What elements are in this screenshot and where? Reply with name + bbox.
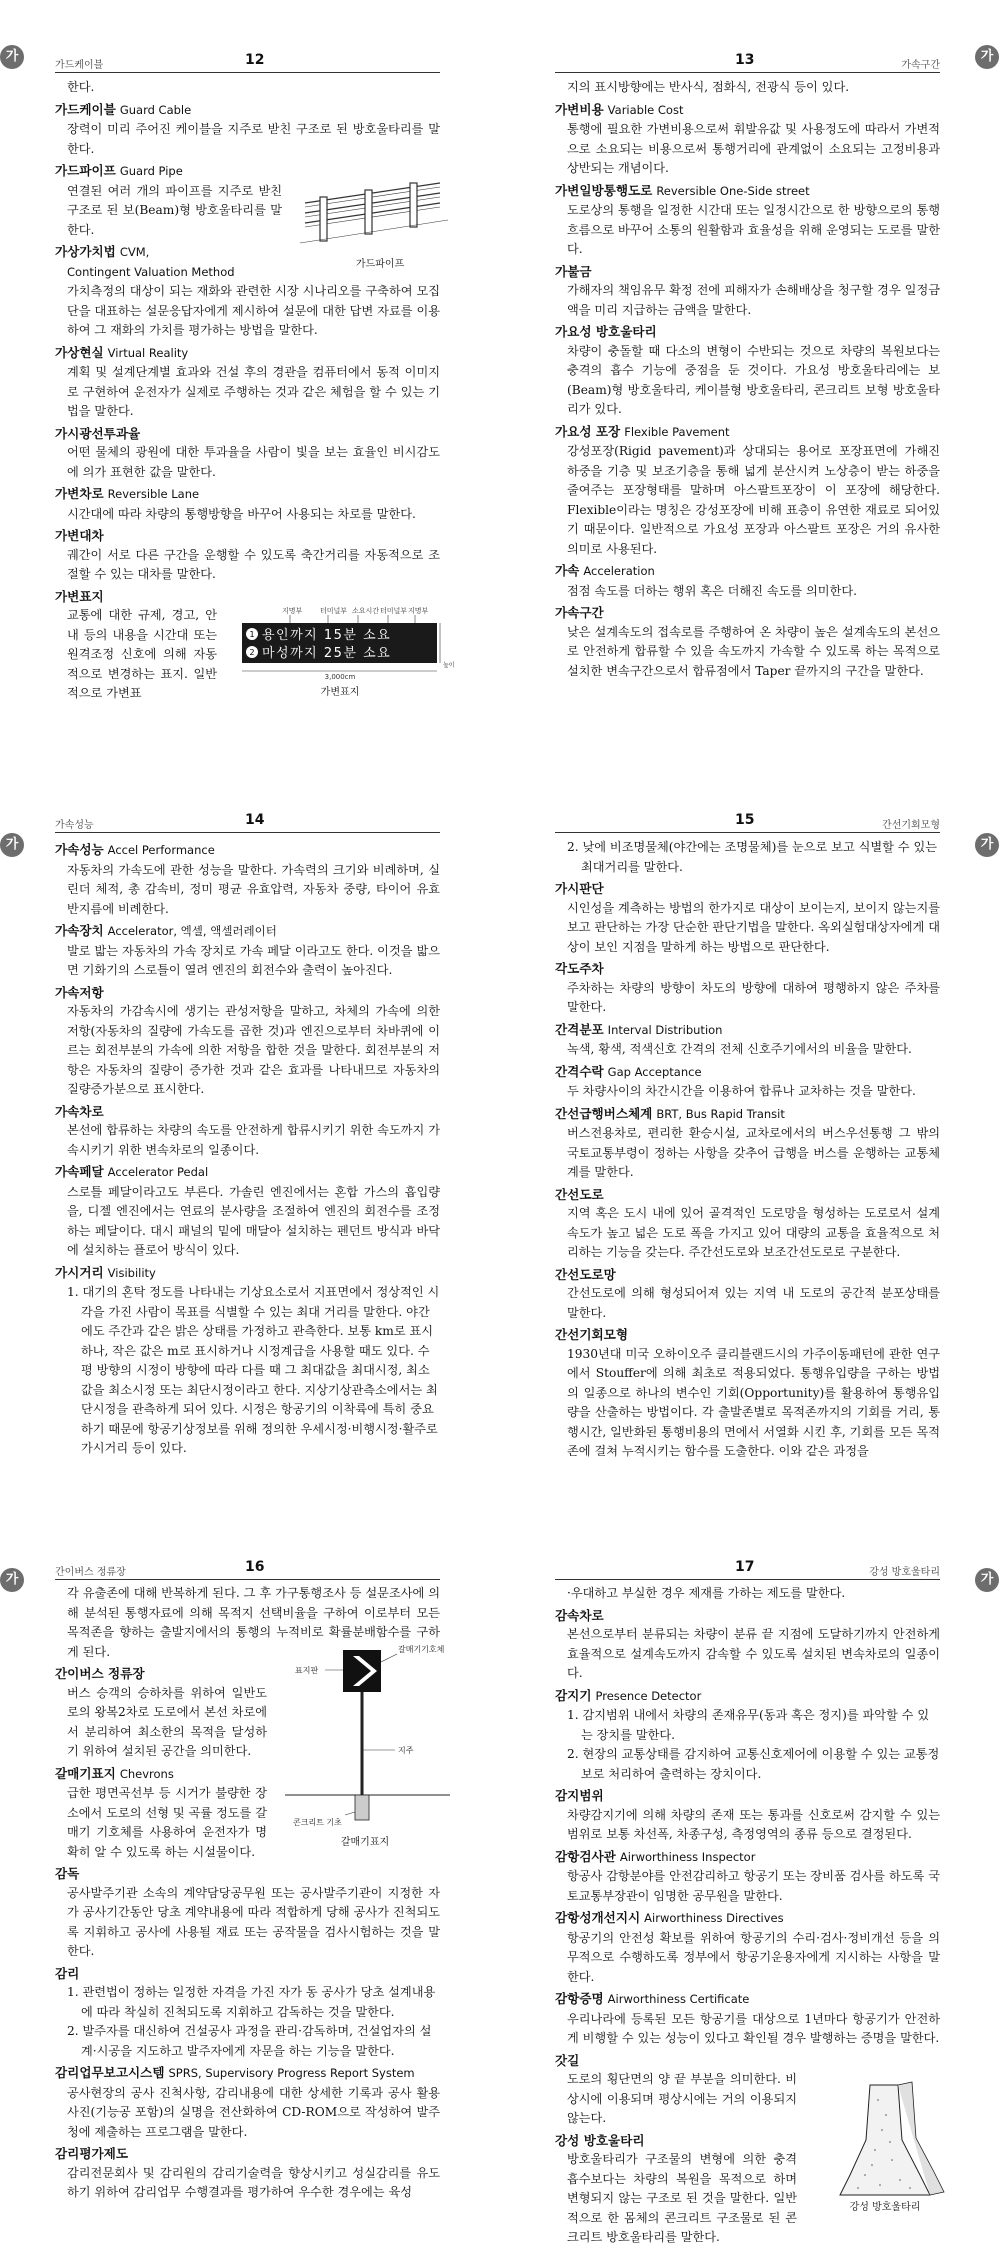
page-12 [0,0,500,740]
entry-definition: 궤간이 서로 다른 구간을 운행할 수 있도록 축간거리를 자동적으로 조절할 수 있는 대차를 말한다. [67,547,440,581]
page-15 [500,740,1000,1480]
list-item: 1. 관련법이 정하는 일정한 자격을 가진 자가 동 공사가 당초 설계내용에 따라 착실히 진척되도록 지휘하고 감독하는 것을 말한다. [67,1985,436,2019]
entry-definition: 주차하는 차량의 방향이 차도의 방향에 대하여 평행하지 않은 주차를 말한다. [567,980,940,1014]
entry-definition: 항공사 감항분야를 안전감리하고 항공기 또는 장비품 검사를 하도록 국토교통부장관이 임명한 공무원을 말한다. [567,1869,940,1903]
page-header [555,1557,940,1580]
list-item: 1. 감지범위 내에서 차량의 존재유무(동과 혹은 정지)를 파악할 수 있는 장치를 말한다. [567,1708,930,1742]
entry-term: 가속저항 [55,984,104,1000]
figure-caption: 가드파이프 [355,259,405,270]
entry-definition: 자동차의 가속도에 관한 성능을 말한다. 가속력의 크기와 비례하며, 실린더 체적, 총 감속비, 정미 평균 유효압력, 자동차 중량, 타이어 유효 반지름에 비례한다. [67,862,440,916]
list-item: 1. 대기의 혼탁 정도를 나타내는 기상요소로서 지표면에서 정상적인 시각을 가진 사람이 목표를 식별할 수 있는 최대 거리를 말한다. 야간에도 주간과 같은 밝은 상태를 가정하고 관측한다. 보통 km로 표시하나, 작은 값은 m로 표시하거나 시정계급을 사용할 때도 있다. 수평 방향의 시정이 방향에 따라 다를 때 그 최대값을 최대시정, 최소값을 최소시정 또는 최단시정이라고 한다. 지상기상관측소에서는 최단시정을 관측하게 되어 있다. 시정은 항공기의 이착륙에 특히 중요하기 때문에 항공기상정보를 위해 정의한 우세시정·비행시정·활주로 가시거리 등이 있다. [67,1285,440,1455]
entry-term: 가속차로 [55,1103,104,1119]
entry-term: 감항성개선지시 Airworthiness Directives [555,1910,784,1925]
entry-term: 가요성 포장 Flexible Pavement [555,423,730,439]
entry-term: 감속차로 [555,1607,604,1623]
svg-text:표지판: 표지판 [295,1666,319,1675]
entry-definition: 가해자의 책임유무 확정 전에 피해자가 손해배상을 청구할 경우 일정금액을 미리 지급하는 금액을 말한다. [567,283,940,317]
svg-text:지명부: 지명부 [282,607,303,615]
entry-term: 감지범위 [555,1788,604,1803]
entry-term: 감리평가제도 [55,2146,128,2161]
list-item: 2. 현장의 교통상태를 감지하여 교통신호제어에 이용할 수 있는 교통정보로 처리하여 출력하는 장치이다. [567,1747,940,1781]
page-number: 17 [735,1559,755,1575]
entry-term: 감리 [55,1965,80,1981]
running-title: 간이버스 정류장 [55,1567,126,1578]
index-tab: 가 [975,833,999,857]
entry-definition: 녹색, 황색, 적색신호 간격의 전체 신호주기에서의 비율을 말한다. [567,1042,912,1056]
entry-definition: 도로상의 통행을 일정한 시간대 또는 일정시간으로 한 방향으로의 통행흐름으로 바꾸어 소통의 원활함과 효율성을 위해 운영되는 도로를 말한다. [567,203,940,256]
running-title: 가속성능 [55,820,94,831]
entry-definition: 우리나라에 등록된 모든 항공기를 대상으로 1년마다 항공기가 안전하게 비행할 수 있는 성능이 있다고 확인될 경우 발행하는 증명을 말한다. [567,2011,940,2045]
index-tab: 가 [0,1568,24,1592]
entry-term: 가변차로 Reversible Lane [55,486,200,501]
numbered-list [555,838,940,877]
entry-term: 감지기 Presence Detector [555,1687,702,1703]
entry-term: 가드파이프 Guard Pipe [55,163,183,178]
svg-text:터미널부: 터미널부 [380,607,408,615]
entry-term: 간선기회모형 [555,1327,628,1342]
entry-term: 감항검사관 Airworthiness Inspector [555,1848,756,1864]
continued-text: 지의 표시방향에는 반사식, 점화식, 전광식 등이 있다. [567,80,850,94]
page-header [555,810,940,833]
chevron-sign-figure [285,1640,450,1855]
entry-definition: 점점 속도를 더하는 행위 혹은 더해진 속도를 의미한다. [567,583,858,598]
continued-text: 각 유출존에 대해 반복하게 된다. 그 후 가구통행조사 등 설문조사에 의해 분석된 통행자료에 의해 목적지 선택비율을 구하여 이로부터 모든 목적존을 향하는 출발지에서의 통행의 누적비로 확률분배함수를 구하게 된다. [67,1586,440,1659]
svg-text:지주: 지주 [398,1746,414,1755]
entry-definition: 공사현장의 공사 진척사항, 감리내용에 대한 상세한 기록과 공사 활용사진(기능공 포함)의 실명을 전산화하여 CD-ROM으로 작성하여 발주청에 제출하는 프로그램을 말한다. [67,2085,440,2139]
entry-definition: 간선도로에 의해 형성되어져 있는 지역 내 도로의 공간적 분포상태를 말한다. [567,1286,940,1320]
entry-definition: 본선으로부터 분류되는 차량이 분류 끝 지점에 도달하기까지 안전하게 효율적으로 설계속도까지 감속할 수 있도록 설치된 변속차로의 일종이다. [567,1627,940,1680]
entry-term: 가변비용 Variable Cost [555,101,684,117]
chevron-sign-drawing [285,1640,450,1840]
index-tab: 가 [0,45,24,69]
guard-pipe-figure [300,175,450,270]
index-tab: 가 [975,45,999,69]
entry-definition: 자동차의 가감속시에 생기는 관성저항을 말하고, 차체의 가속에 의한 저항(자동차의 질량에 가속도를 곱한 것)과 엔진으로부터 차바퀴에 이르는 회전부분의 가속에 의한 저항을 합한 것을 말한다. 회전부분의 저항은 자동차의 질량이 증가한 것과 같은 효과를 나타내므로 자동차의 질량증가분으로 표시한다. [67,1004,440,1096]
entry-definition: 낮은 설계속도의 접속로를 주행하여 온 차량이 높은 설계속도의 본선으로 안전하게 합류할 수 있을 속도까지 가속할 수 있도록 하는 목적으로 설치한 변속구간으로서 합류점에서 Taper 끝까지의 구간을 말한다. [567,624,940,678]
page-number: 16 [245,1559,265,1575]
page-header [55,810,440,833]
entry-term: 간선도로망 [555,1266,616,1282]
entry-term: 가속 Acceleration [555,563,655,578]
svg-text:소요시간: 소요시간 [352,607,380,615]
entry-term: 가시광선투과율 [55,425,141,441]
page-number: 15 [735,812,755,828]
entry-term: 가변일방통행도로 Reversible One-Side street [555,182,810,198]
entry-definition: 발로 밟는 자동차의 가속 장치로 가속 페달 이라고도 한다. 이것을 밟으면 기화기의 스로틀이 열려 엔진의 회전수와 출력이 높아진다. [67,943,440,977]
page-header [55,50,440,73]
page-13 [500,0,1000,740]
numbered-list [55,1983,440,2061]
guard-pipe-drawing [300,175,450,265]
svg-text:콘크리트 기초: 콘크리트 기초 [293,1818,342,1827]
entry-term: 가시판단 [555,881,604,896]
variable-sign-figure [240,605,455,698]
page-body [55,838,440,1459]
entry-definition: 연결된 여러 개의 파이프를 지주로 받친 구조로 된 보(Beam)형 방호울타리를 말한다. [67,183,282,237]
entry-definition: 두 차량사이의 차간시간을 이용하여 합류나 교차하는 것을 말한다. [567,1084,916,1098]
entry-term: 강성 방호울타리 [555,2132,645,2148]
entry-term: 간이버스 정류장 [55,1666,145,1681]
page-body [555,838,940,1462]
page-number: 14 [245,812,265,828]
svg-text:2: 2 [249,648,255,657]
entry-definition: 시인성을 계측하는 방법의 한가지로 대상이 보이는지, 보이지 않는지를 보고 판단하는 가장 단순한 판단기법을 말한다. 옥외실험대상자에게 대상이 보인 지점을 말하게 하는 방법으로 판단한다. [567,900,940,954]
entry-definition: 가치측정의 대상이 되는 재화와 관련한 시장 시나리오를 구축하여 모집단을 대표하는 설문응답자에게 제시하여 설문에 대한 답변 자료를 이용하여 그 재화의 가치를 평가하는 방법을 말한다. [67,284,440,337]
entry-definition: 교통에 대한 규제, 경고, 안내 등의 내용을 시간대 또는 원격조정 신호에 의해 자동적으로 변경하는 표지. 일반적으로 가변표 [67,608,217,700]
entry-definition: 차량이 충돌할 때 다소의 변형이 수반되는 것으로 차량의 복원보다는 충격의 흡수 기능에 중점을 둔 것이다. 가요성 방호울타리에는 보(Beam)형 방호울타리, 케이블형 방호울타리, 콘크리트 보형 방호울타리가 있다. [567,343,940,416]
entry-definition: 스로틀 페달이라고도 부른다. 가솔린 엔진에서는 혼합 가스의 흡입량을, 디젤 엔진에서는 연료의 분사량을 조절하여 엔진의 회전수를 조정하는 페달이다. 대시 패널의 밑에 매달아 설치하는 펜던트 방식과 바닥에 설치하는 플로어 방식이 있다. [67,1184,440,1257]
entry-definition: 버스 승객의 승하차를 위하여 일반도로의 왕복2차로 도로에서 본선 차로에서 분리하여 최소한의 목적을 달성하기 위하여 설치된 공간을 의미한다. [67,1685,267,1758]
entry-term: 가시거리 Visibility [55,1264,156,1280]
list-item: 2. 발주자를 대신하여 건설공사 과정을 관리·감독하며, 건설업자의 설계·시공을 지도하고 발주자에게 자문을 하는 기능을 말한다. [67,2024,432,2058]
svg-text:마성까지 25분 소요: 마성까지 25분 소요 [262,646,392,661]
svg-text:높이: 높이 [443,662,455,669]
entry-term: 감항증명 Airworthiness Certificate [555,1991,750,2006]
entry-term: 각도주차 [555,961,604,976]
entry-term: 가변대차 [55,528,104,543]
entry-definition: 어떤 물체의 광원에 대한 투과율을 사람이 빛을 보는 효율인 비시감도에 의가 표현한 값을 말한다. [67,445,440,479]
index-tab: 가 [975,1568,999,1592]
svg-text:용인까지 15분 소요: 용인까지 15분 소요 [262,628,392,643]
continued-text: 한다. [67,80,95,94]
entry-definition: 급한 평면곡선부 등 시거가 불량한 장소에서 도로의 선형 및 곡률 정도를 갈매기 기호체를 사용하여 운전자가 명확히 알 수 있도록 하는 시설물이다. [67,1786,267,1859]
entry-definition: 공사발주기관 소속의 계약담당공무원 또는 공사발주기관이 지정한 자가 공사기간동안 당초 계약내용에 따라 적합하게 당해 공사가 진척되도록 지휘하고 공사에 사용될 재료 또는 공작물을 검사시험하는 것을 말한다. [67,1885,440,1958]
page-header [55,1557,440,1580]
running-title: 간선기회모형 [882,820,940,831]
figure-caption: 가변표지 [320,687,360,698]
running-title: 가속구간 [901,60,940,71]
concrete-barrier-figure [820,2080,950,2215]
entry-term: 가속페달 Accelerator Pedal [55,1164,209,1179]
page-body [555,78,940,681]
entry-definition: 본선에 합류하는 차량의 속도를 안전하게 합류시키기 위한 속도까지 가속시키기 위한 변속차로의 일종이다. [67,1123,440,1157]
entry-definition: 1930년대 미국 오하이오주 클리블랜드시의 가주이동패턴에 관한 연구에서 Stouffer에 의해 최초로 적용되었다. 통행유입량을 구하는 방법의 일종으로 하나의 변수인 기회(Opportunity)를 활용하여 통행유입량을 산출하는 방법이다. 각 출발존별로 목적존까지의 기회를 거리, 통행시간, 일반화된 통행비용의 면에서 서열화 시킨 후, 기회를 모든 목적존에 걸쳐 누적시키는 함수를 도출한다. 이와 같은 과정을 [567,1346,940,1458]
entry-term: 감독 [55,1866,80,1881]
entry-term: 갓길 [555,2052,580,2068]
running-title: 강성 방호울타리 [869,1567,940,1578]
numbered-list [555,1706,940,1784]
entry-term: 가속장치 Accelerator, 엑셀, 액셀러레이터 [55,923,277,938]
entry-definition: 항공기의 안전성 확보를 위하여 항공기의 수리·검사·정비개선 등을 의무적으로 수행하도록 정부에서 항공기운용자에게 지시하는 사항을 말한다. [567,1930,940,1984]
entry-term: 간선급행버스체계 BRT, Bus Rapid Transit [555,1105,785,1121]
index-tab: 가 [0,833,24,857]
entry-term: 간선도로 [555,1186,604,1202]
entry-definition: 지역 혹은 도시 내에 있어 골격적인 도로망을 형성하는 도로로서 설계속도가 높고 넓은 도로 폭을 가지고 있어 대량의 교통을 효율적으로 처리하는 기능을 갖는다. 주간선도로와 보조간선도로로 구분한다. [567,1206,940,1259]
page-header [555,50,940,73]
entry-definition: 버스전용차로, 편리한 환승시설, 교차로에서의 버스우선통행 그 밖의 국토교통부령이 정하는 사항을 갖추어 급행을 버스를 운행하는 교통체계를 말한다. [567,1126,940,1179]
entry-definition: 차량감지기에 의해 차량의 존재 또는 통과를 신호로써 감지할 수 있는 범위로 보통 차선폭, 차종구성, 측정영역의 종류 등으로 결정된다. [567,1807,940,1841]
page-number: 13 [735,52,755,68]
entry-term: 가불금 [555,263,592,279]
page-number: 12 [245,52,265,68]
variable-sign-drawing [240,605,455,683]
entry-definition: 장력이 미리 주어진 케이블을 지주로 받친 구조로 된 방호울타리를 말한다. [67,122,440,156]
figure-caption: 갈매기표지 [340,1837,390,1848]
svg-text:터미널부: 터미널부 [320,607,348,615]
svg-text:3,000cm: 3,000cm [324,673,356,681]
svg-text:갈매기기호체: 갈매기기호체 [398,1645,445,1654]
entry-term: 가속성능 Accel Performance [55,842,215,857]
figure-caption: 강성 방호울타리 [849,2202,921,2213]
entry-term: 간격분포 Interval Distribution [555,1021,723,1037]
entry-definition: 감리전문회사 및 감리원의 감리기술력을 향상시키고 성실감리를 유도하기 위하여 감리업무 수행결과를 평가하여 우수한 경우에는 육성 [67,2165,440,2199]
list-item: 2. 낮에 비조명물체(야간에는 조명물체)를 눈으로 보고 식별할 수 있는 최대거리를 말한다. [567,840,938,874]
entry-definition: 도로의 횡단면의 양 끝 부분을 의미한다. 비상시에 이용되며 평상시에는 거의 이용되지 않는다. [567,2072,797,2125]
entry-definition: 통행에 필요한 가변비용으로써 휘발유값 및 사용정도에 따라서 가변적으로 소요되는 비용으로써 통행거리에 관계없이 소요되는 고정비용과 상반되는 개념이다. [567,122,940,175]
svg-text:1: 1 [249,630,255,639]
page-17 [500,1480,1000,2244]
running-title: 가드케이블 [55,60,104,71]
entry-term: 감리업무보고시스템 SPRS, Supervisory Progress Report System [55,2065,415,2080]
entry-definition: 방호울타리가 구조물의 변형에 의한 충격 흡수보다는 차량의 복원을 목적으로 하며 변형되지 않는 구조로 된 것을 말한다. 일반적으로 한 몸체의 콘크리트 구조물로 된 콘크리트 방호울타리를 말한다. [567,2152,797,2244]
entry-term: 간격수락 Gap Acceptance [555,1063,702,1079]
entry-term: 가드케이블 Guard Cable [55,101,192,117]
concrete-barrier-drawing [820,2080,950,2198]
entry-term: 갈매기표지 Chevrons [55,1765,174,1781]
continued-text: ·우대하고 부실한 경우 제재를 가하는 제도를 말한다. [567,1586,846,1600]
page-14 [0,740,500,1480]
entry-term: 가상가치법 CVM, Contingent Valuation Method [55,244,235,279]
svg-text:지명부: 지명부 [408,607,429,615]
numbered-list [55,1283,440,1459]
entry-definition: 강성포장(Rigid pavement)과 상대되는 용어로 포장표면에 가해진 하중을 기층 및 보조기층을 통해 넓게 분산시켜 노상층이 받는 하중을 줄여주는 포장형태를 말하며 아스팔트포장이 이 포장에 해당한다. Flexible이라는 명칭은 강성포장에 비해 표층이 유연한 재료로 되어있기 때문이다. 일반적으로 가요성 포장과 아스팔트 포장은 거의 유사한 의미로 사용된다. [567,444,940,556]
entry-term: 가요성 방호울타리 [555,324,657,339]
entry-term: 가속구간 [555,605,604,620]
entry-term: 가변표지 [55,588,104,604]
entry-definition: 시간대에 따라 차량의 통행방향을 바꾸어 사용되는 차로를 말한다. [67,506,416,521]
entry-term: 가상현실 Virtual Reality [55,344,189,360]
page-16 [0,1480,500,2226]
entry-definition: 계획 및 설계단계별 효과와 건설 후의 경관을 컴퓨터에서 동적 이미지로 구현하여 운전자가 실제로 주행하는 것과 같은 체험을 할 수 있는 기법을 말한다. [67,365,440,418]
